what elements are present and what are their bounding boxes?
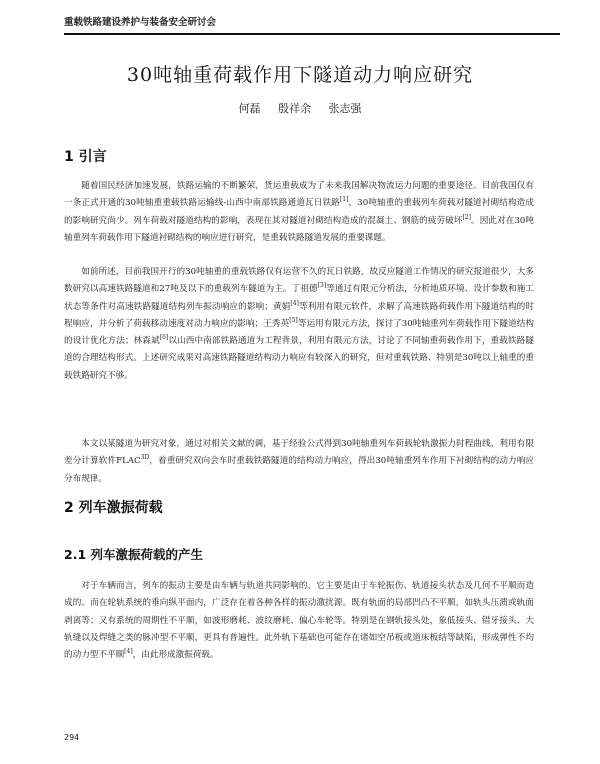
paragraph-text: 等利用有限元软件，求解了高速铁路荷载作用下隧道结构的时程响应，并分析了荷载移动速度对动力响应的影响；王秀英	[64, 301, 534, 329]
author: 殷祥余	[278, 102, 311, 115]
citation: [6]	[159, 334, 169, 342]
intro-paragraph-3	[64, 436, 534, 488]
header-rule	[64, 33, 560, 35]
paragraph-text: 等运用有限元方法，探讨了30吨轴重列车荷载作用下隧道结构的设计优化方法；林森斌	[64, 318, 534, 347]
paragraph-text: 随着国民经济加速发展，铁路运输的不断繁荣，货运重载成为了未来我国解决物流运力问题的重要途径。目前我国仅有一条正式开通的30吨轴重重载铁路运输线-山西中南部铁路通道瓦日铁路	[64, 181, 534, 209]
paragraph-text: 等通过有限元分析法，分析地质环境、设计参数和施工状态等条件对高速铁路隧道结构列车振动响应的影响；黄娟	[64, 284, 534, 312]
paragraph-text: 如前所述，目前我国开行的30吨轴重的重载铁路仅有运营不久的瓦日铁路，故反应隧道工作情况的研究报道很少，大多数研究以高速铁路隧道和27吨及以下的重载列车隧道为主。丁祖德	[64, 267, 534, 295]
paragraph-text: 本文以某隧道为研究对象，通过对相关文献的调，基于经验公式得到30吨轴重列车荷载轮轨激振力时程曲线，利用有限差分计算软件FLAC	[64, 439, 534, 467]
paragraph-text: 以山西中南部铁路通道为工程背景，利用有限元方法，讨论了不同轴重荷载作用下，重载铁路隧道的合理结构形式。上述研究成果对高速铁路隧道结构动力响应有较深入的研究，但对重载铁路、特别是30吨以上轴重的重载铁路研究不够。	[64, 336, 534, 381]
subsection-paragraph-1	[64, 578, 534, 664]
paragraph-text: 。因此对在30吨轴重列车荷载作用下隧道衬砌结构的响应进行研究，是重载铁路隧道发展的重要课题。	[64, 215, 534, 243]
page-number: 294	[64, 733, 80, 742]
subsection-heading-excitation-origin: 2.1 列车激振荷载的产生	[64, 547, 203, 562]
paragraph-text: 对于车辆而言，列车的振动主要是由车辆与轨道共同影响的，它主要是由于车轮振伤、轨道接头状态及几何不平顺而造成的。而在轮轨系统的垂向纵平面内，广泛存在着各种各样的振动激扰源。既有轨面的局部凹凸不平顺，如轨头压溃或轨面剥离等；又有系统的周期性不平顺，如波形磨耗、波纹磨耗、偏心车轮等。特别是在钢轨接头处，象低接头、错牙接头、大轨缝以及焊缝之类的脉冲型不平顺，更具有普遍性。此外轨下基础也可能存在诸如空吊板或道床板结等缺陷，形成弹性不均的动力型不平顺	[64, 581, 534, 661]
author-list	[0, 100, 600, 116]
citation: [3]	[317, 282, 327, 290]
author: 何磊	[238, 102, 261, 115]
intro-paragraph-1	[64, 178, 534, 247]
citation: [1]	[339, 196, 349, 204]
author: 张志强	[328, 102, 362, 115]
paragraph-text: ，30吨轴重的重载列车荷载对隧道衬砌结构造成的影响研究尚少。列车荷载对隧道结构的影响，表现在其对隧道衬砌结构造成的混凝土、钢筋的疲劳破坏	[64, 198, 535, 226]
section-heading-introduction: 1 引言	[64, 149, 107, 165]
citation: [5]	[289, 317, 298, 325]
citation: [4]	[290, 299, 299, 307]
citation: [2]	[462, 213, 472, 221]
section-heading-train-excitation: 2 列车激振荷载	[64, 500, 163, 516]
paper-title: 30吨轴重荷载作用下隧道动力响应研究	[126, 64, 474, 86]
paragraph-text: ，着重研究双向会车时重载铁路隧道的结构动力响应，得出30吨轴重列车作用下衬砌结构的动力响应分布规律。	[64, 456, 535, 484]
citation: [4]	[124, 648, 133, 656]
paragraph-text: ，由此形成激振荷载。	[132, 650, 219, 661]
intro-paragraph-2	[64, 264, 534, 385]
running-header: 重载铁路建设养护与装备安全研讨会	[64, 17, 217, 28]
superscript: 3D	[140, 454, 150, 462]
